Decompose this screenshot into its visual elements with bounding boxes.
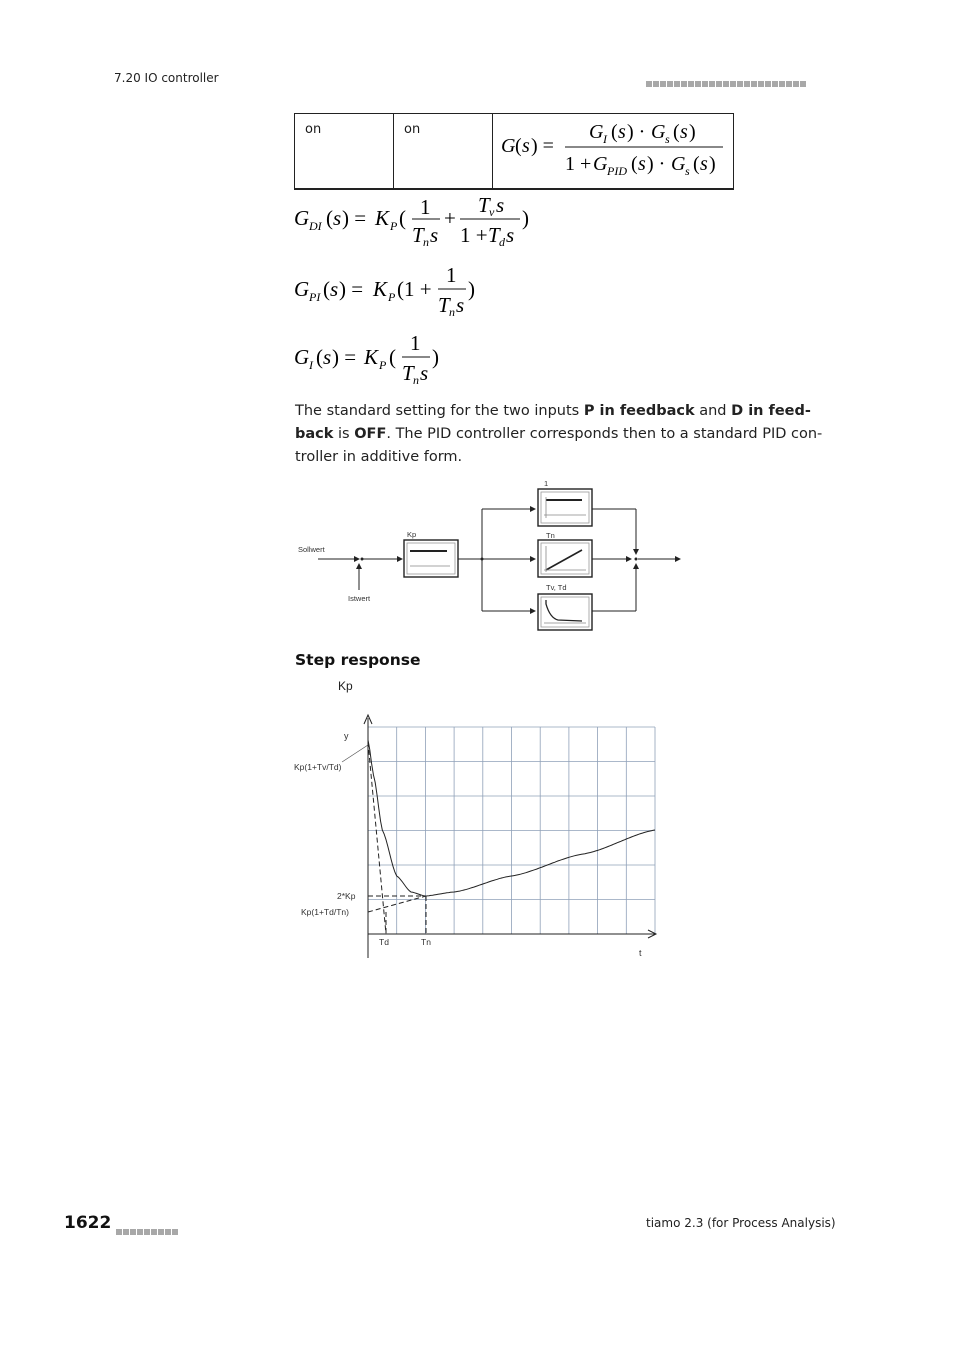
footer-decoration	[116, 1220, 179, 1227]
svg-text:n: n	[449, 305, 455, 319]
svg-text:d: d	[499, 235, 505, 249]
svg-text:K: K	[373, 277, 388, 301]
svg-text:DI: DI	[309, 219, 322, 233]
svg-text:1: 1	[446, 263, 457, 287]
svg-text:P: P	[390, 219, 398, 233]
bold-d-in-feedback: D in feed-back	[295, 403, 811, 442]
svg-text:) ·: ) ·	[627, 121, 646, 143]
section-heading-step-response: Step response	[295, 651, 421, 669]
label-branch-tv-td: Tv, Td	[546, 583, 567, 592]
y-tick-label: Kp(1+Td/Tn)	[301, 907, 349, 917]
svg-text:G: G	[501, 135, 516, 157]
svg-text:T: T	[478, 193, 490, 217]
svg-text:G: G	[294, 206, 310, 230]
text-run: . The PID controller corresponds then to a standard PID con-troller in additive form.	[295, 426, 823, 465]
svg-text:1 +: 1 +	[565, 153, 592, 175]
svg-text:P: P	[379, 358, 387, 372]
label-branch-1: 1	[544, 479, 549, 488]
svg-text:G: G	[593, 153, 608, 175]
label-kp-block: Kp	[407, 530, 417, 539]
svg-text:s: s	[522, 135, 530, 157]
y-tick-label: 2*Kp	[337, 891, 356, 901]
svg-text:1: 1	[420, 195, 431, 219]
svg-text:K: K	[364, 345, 379, 369]
svg-text:1: 1	[410, 331, 421, 355]
svg-text:G: G	[294, 345, 310, 369]
svg-text:) ·: ) ·	[647, 153, 666, 175]
svg-text:s: s	[430, 223, 439, 247]
svg-text:(: (	[316, 345, 323, 369]
text-run: and	[694, 403, 732, 419]
svg-text:T: T	[412, 223, 424, 247]
formula-gpi	[294, 263, 475, 319]
label-branch-tn: Tn	[546, 531, 555, 540]
header-decoration	[646, 72, 830, 79]
svg-text:(: (	[399, 206, 406, 230]
svg-text:(: (	[515, 135, 522, 157]
label-kp-top: Kp	[338, 679, 353, 693]
svg-text:(: (	[631, 153, 638, 175]
svg-text:K: K	[375, 206, 390, 230]
step-response-chart	[290, 712, 670, 962]
text-run: The standard setting for the two inputs	[295, 403, 584, 419]
svg-text:): )	[709, 153, 716, 175]
bold-p-in-feedback: P in feedback	[583, 403, 695, 419]
svg-text:s: s	[506, 223, 515, 247]
svg-text:s: s	[685, 164, 690, 178]
svg-text:s: s	[420, 361, 429, 385]
pid-block-diagram	[292, 478, 692, 636]
label-istwert: Istwert	[348, 594, 371, 603]
svg-text:) =: ) =	[332, 345, 357, 369]
svg-text:s: s	[638, 153, 646, 175]
svg-text:): )	[432, 345, 439, 369]
formula-gdi	[294, 193, 529, 249]
svg-text:(: (	[389, 345, 396, 369]
svg-text:T: T	[402, 361, 414, 385]
svg-text:(: (	[673, 121, 680, 143]
svg-text:s: s	[680, 121, 688, 143]
svg-text:PID: PID	[607, 164, 627, 178]
formula-gi	[294, 331, 439, 387]
svg-text:T: T	[488, 223, 500, 247]
label-sollwert: Sollwert	[298, 545, 325, 554]
controller-formulas	[292, 190, 552, 390]
svg-text:): )	[689, 121, 696, 143]
svg-text:n: n	[413, 373, 419, 387]
svg-text:) =: ) =	[342, 206, 367, 230]
footer-product: tiamo 2.3 (for Process Analysis)	[646, 1216, 836, 1230]
svg-text:I: I	[603, 132, 607, 146]
x-tick-label: Td	[379, 937, 389, 947]
svg-text:s: s	[330, 277, 339, 301]
settings-table	[294, 113, 734, 190]
svg-text:s: s	[665, 132, 670, 146]
svg-text:PI: PI	[309, 290, 321, 304]
table-cell-d-feedback: on	[394, 114, 493, 190]
block-derivative	[538, 594, 592, 630]
page-number: 1622	[64, 1213, 112, 1233]
svg-text:G: G	[671, 153, 686, 175]
svg-text:T: T	[438, 293, 450, 317]
svg-text:(: (	[326, 206, 333, 230]
svg-text:(: (	[323, 277, 330, 301]
svg-text:1 +: 1 +	[460, 223, 488, 247]
table-row	[295, 114, 734, 190]
running-header-section: 7.20 IO controller	[114, 71, 219, 85]
x-axis-label: t	[639, 948, 642, 958]
svg-text:G: G	[294, 277, 310, 301]
svg-text:): )	[468, 277, 475, 301]
svg-text:) =: ) =	[531, 135, 554, 157]
body-paragraph	[295, 400, 825, 469]
svg-text:s: s	[456, 293, 465, 317]
svg-text:P: P	[388, 290, 396, 304]
svg-text:s: s	[323, 345, 332, 369]
svg-text:n: n	[423, 235, 429, 249]
td-tangent-dashed	[368, 742, 386, 934]
y-axis-label: y	[344, 731, 349, 741]
table-cell-formula	[493, 114, 734, 190]
svg-text:): )	[522, 206, 529, 230]
bold-off: OFF	[354, 426, 387, 442]
svg-text:s: s	[333, 206, 342, 230]
svg-text:) =: ) =	[339, 277, 364, 301]
svg-text:+: +	[444, 206, 456, 230]
svg-text:(: (	[693, 153, 700, 175]
svg-text:(: (	[611, 121, 618, 143]
svg-text:I: I	[309, 358, 313, 372]
svg-text:v: v	[489, 205, 495, 219]
chart-grid	[368, 727, 655, 934]
svg-text:G: G	[651, 121, 666, 143]
text-run: is	[333, 426, 355, 442]
svg-text:s: s	[496, 193, 505, 217]
table-cell-p-feedback: on	[295, 114, 394, 190]
svg-text:(1 +: (1 +	[397, 277, 432, 301]
x-tick-label: Tn	[421, 937, 431, 947]
y-tick-label: Kp(1+Tv/Td)	[294, 762, 342, 772]
block-kp	[404, 540, 458, 577]
svg-text:s: s	[618, 121, 626, 143]
svg-text:s: s	[700, 153, 708, 175]
transfer-function-formula	[493, 114, 733, 184]
svg-text:G: G	[589, 121, 604, 143]
